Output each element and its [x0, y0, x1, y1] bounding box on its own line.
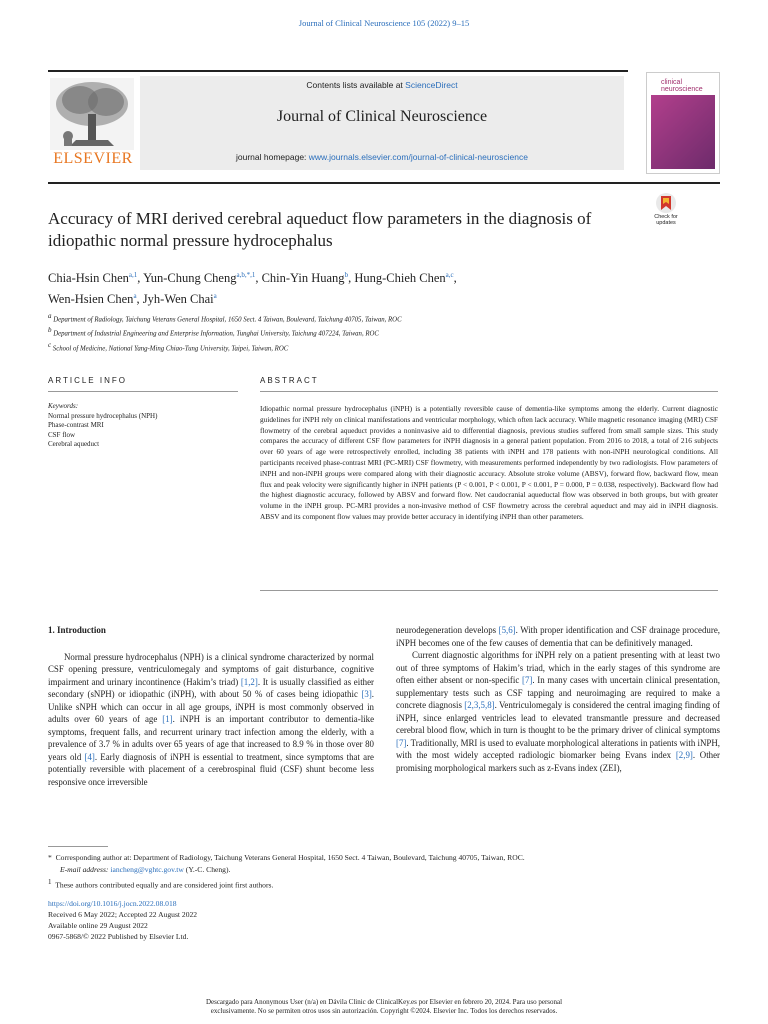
check-for-updates-label: Check for updates — [654, 214, 678, 226]
paragraph-text: . iNPH is an important contributor to dementia-like symptoms, frequent falls, and recurrent urinary tract infection among the elderly, with a prevalence of 3.7 % in adults over 65 years of age that increased to 8.9 % in those over 80 years old — [48, 714, 375, 762]
journal-cover-image[interactable] — [646, 72, 720, 174]
author-separator: , — [137, 271, 144, 286]
paragraph-text: Normal pressure hydrocephalus (NPH) is a clinical syndrome characterized by normal CSF opening pressure, ventriculomegaly and symptoms of gait disturbance, cognitive impairment and urinary incontinence (Hakim’s triad) — [48, 651, 374, 687]
cover-title: clinical neuroscience — [661, 79, 703, 93]
abstract-heading: ABSTRACT — [260, 376, 319, 385]
paragraph-text: . Unlike sNPH which can occur in all age groups, iNPH is most commonly observed in adults over 60 years of age — [48, 689, 374, 724]
paragraph-text: . Traditionally, MRI is used to evaluate morphological alterations in patients with iNPH, with the most widely accepted radiologic biomarker being Evans index — [396, 737, 720, 760]
author-name[interactable]: Jyh-Wen Chai — [142, 292, 214, 307]
citation-link[interactable]: [2,9] — [675, 750, 693, 760]
author-name[interactable]: Yun-Chung Cheng — [143, 271, 237, 286]
abstract-rule — [260, 391, 718, 392]
intro-heading: 1. Introduction — [48, 625, 106, 635]
author-affiliation-marker[interactable]: b — [344, 271, 349, 279]
right-column — [396, 624, 720, 774]
received-dates: Received 6 May 2022; Accepted 22 August 2022 — [48, 910, 198, 919]
paragraph-text: . Early diagnosis of iNPH is essential to treatment, since symptoms that are potentially reversible with placement of a cerebrospinal fluid (CSF) shunt become less responsive once irreversible — [48, 751, 374, 787]
keyword-item: Normal pressure hydrocephalus (NPH) — [48, 411, 158, 420]
email-link[interactable]: iancheng@vghtc.gov.tw — [110, 865, 184, 874]
running-head[interactable]: Journal of Clinical Neuroscience 105 (2022) 9–15 — [298, 18, 470, 28]
homepage-line — [140, 152, 624, 162]
author-affiliation-marker[interactable]: a,c — [445, 271, 454, 279]
footnote-rule — [48, 846, 108, 847]
paragraph-text: neurodegeneration develops — [396, 625, 499, 635]
journal-title: Journal of Clinical Neuroscience — [276, 108, 488, 125]
author-affiliation-marker[interactable]: a,b,*,1 — [236, 271, 256, 279]
footnotes — [48, 852, 720, 892]
left-column — [48, 624, 374, 788]
author-name[interactable]: Wen-Hsien Chen — [48, 292, 134, 307]
download-notice-line-2: exclusivamente. No se permiten otros usos sin autorización. Copyright ©2024. Elsevier Inc. Todos los derechos reservados. — [210, 1007, 558, 1015]
banner-bottom-rule — [48, 182, 720, 184]
paragraph-text: . Ventriculomegaly is considered the central imaging finding of iNPH, since enlarged ventricles lead to elevated transmantle pressure and decreased cerebral blood flow, which in turn is thought to be the primary driver of clinical symptoms — [396, 700, 720, 735]
elsevier-tree-logo-icon — [50, 78, 134, 150]
citation-link[interactable]: [7] — [396, 737, 407, 748]
citation-link[interactable]: [4] — [84, 751, 95, 762]
keywords-list — [48, 412, 228, 450]
article-info-rule — [48, 391, 238, 392]
keywords-block — [48, 402, 228, 450]
citation-link[interactable]: [7] — [522, 675, 533, 685]
paragraph-text: . Other promising morphological markers such as z-Evans index (ZEI), — [396, 750, 720, 773]
author-name[interactable]: Chin-Yin Huang — [261, 271, 345, 286]
homepage-prefix: journal homepage: — [236, 152, 309, 162]
author-separator: , — [348, 271, 355, 286]
online-date: Available online 29 August 2022 — [48, 921, 148, 930]
email-note: E-mail address: iancheng@vghtc.gov.tw (Y.-C. Cheng). — [60, 865, 231, 874]
citation-link[interactable]: [2,3,5,8] — [464, 700, 495, 710]
author-affiliation-marker[interactable]: a,1 — [128, 271, 138, 279]
article-info-heading: ARTICLE INFO — [48, 376, 127, 385]
affiliations — [48, 311, 648, 354]
author-separator: , — [453, 271, 457, 286]
author-affiliation-marker[interactable]: a — [133, 292, 137, 301]
cover-artwork — [651, 95, 715, 169]
author-separator: , — [255, 271, 262, 286]
sciencedirect-link[interactable]: ScienceDirect — [405, 80, 458, 90]
keyword-item: Phase-contrast MRI — [48, 421, 104, 430]
bookmark-icon — [646, 192, 686, 214]
affiliation-item: $^b$ Department of Industrial Engineering and Enterprise Information, Tunghai University, Taichung 407224, Taiwan, ROC — [48, 326, 379, 338]
abstract-text: Idiopathic normal pressure hydrocephalus (iNPH) is a potentially reversible cause of dementia-like symptoms among the elderly. Current diagnostic guidelines for iNPH rely on clinical manifestations and ventricular morphology, which often lack accuracy. While magnetic resonance imaging (MRI) CSF flowmetry of the cerebral aqueduct provides a noninvasive aid to differential diagnosis, previous studies suffered from small sample sizes. This study compares the accuracy of different CSF flow parameters for iNPH diagnosis in a general patient population. From 2016 to 2018, a total of 216 subjects over 60 years of age were retrospectively enrolled, including 38 patients with iNPH and 178 patients with non-iNPH neurological conditions. All participants received phase-contrast MRI (PC-MRI) CSF flowmetry, with measurements performed independently by two radiologists. Flow parameters of iNPH and non-iNPH groups were compared along with their diagnostic accuracy. Absolute stroke volume (ABSV), forward flow, backward flow, mean flux and peak velocity were significantly higher in iNPH patients (P < 0.001, P < 0.001, P < 0.001, P = 0.000, P = 0.038, respectively). Backward flow had the highest diagnostic accuracy, followed by ABSV and forward flow. Net caudocranial aqueductal flow was observed in both groups, but with greater volume in the iNPH group. PC-MRI provides a non-invasive method of CSF flowmetry across the cerebral aqueduct and may aid in iNPH diagnosis. ABSV and its component flow values may provide better accuracy in identifying iNPH than other parameters. — [260, 404, 718, 521]
intro-paragraph-1 — [48, 651, 374, 789]
contents-line — [140, 80, 624, 90]
author-list — [48, 266, 648, 308]
paragraph-text: . It is usually classified as either secondary (sNPH) or idiopathic (iNPH), with about 50 % of cases being idiopathic — [48, 676, 374, 699]
author-affiliation-marker[interactable]: a — [213, 292, 217, 301]
paragraph-text: . With proper identification and CSF drainage procedure, iNPH becomes one of the few causes of dementia that can be definitively managed. — [396, 625, 720, 648]
publication-info — [48, 898, 448, 942]
homepage-link[interactable]: www.journals.elsevier.com/journal-of-clinical-neuroscience — [308, 152, 528, 162]
affiliation-item: $^c$ School of Medicine, National Yang-Ming Chiao-Tung University, Taipei, Taiwan, ROC — [48, 340, 289, 352]
download-notice — [0, 998, 768, 1016]
abstract-bottom-rule — [260, 590, 718, 591]
check-for-updates-badge[interactable] — [646, 192, 686, 228]
citation-link[interactable]: [1] — [162, 714, 173, 724]
author-name[interactable]: Hung-Chieh Chen — [354, 271, 446, 286]
article-title: Accuracy of MRI derived cerebral aqueduct flow parameters in the diagnosis of idiopathic normal pressure hydrocephalus — [48, 209, 592, 250]
issn-copyright: 0967-5868/© 2022 Published by Elsevier Ltd. — [48, 932, 189, 941]
keyword-item: CSF flow — [48, 430, 76, 439]
paragraph-text: . In many cases with uncertain clinical presentation, supplementary tests such as CSF tapping and neuroimaging are required to make a concrete diagnosis — [396, 675, 720, 710]
author-separator: , — [136, 292, 143, 307]
citation-link[interactable]: [3] — [361, 689, 372, 699]
publisher-name: ELSEVIER — [53, 150, 133, 167]
download-notice-line-1: Descargado para Anonymous User (n/a) en Dávila Clinic de ClinicalKey.es por Elsevier en febrero 20, 2024. Para uso personal — [205, 998, 563, 1006]
keyword-item: Cerebral aqueduct — [48, 440, 100, 449]
citation-link[interactable]: [1,2] — [240, 676, 258, 687]
intro-paragraph-1-cont — [396, 624, 720, 649]
citation-link[interactable]: [5,6] — [498, 625, 516, 635]
keywords-label: Keywords: — [48, 402, 79, 410]
intro-paragraph-2 — [396, 649, 720, 774]
banner-top-rule — [48, 70, 628, 72]
contents-prefix: Contents lists available at — [306, 80, 406, 90]
doi-link[interactable]: https://doi.org/10.1016/j.jocn.2022.08.018 — [48, 899, 177, 908]
corresponding-author-note: * Corresponding author at: Department of Radiology, Taichung Veterans General Hospital, 1650 Sect. 4 Taiwan, Boulevard, Taichung 40705, Taiwan, ROC. — [48, 853, 525, 862]
affiliation-item: $^a$ Department of Radiology, Taichung Veterans General Hospital, 1650 Sect. 4 Taiwan, Boulevard, Taichung 40705, Taiwan, ROC — [48, 312, 402, 324]
author-name[interactable]: Chia-Hsin Chen — [48, 271, 129, 286]
paragraph-text: Current diagnostic algorithms for iNPH rely on a patient presenting with at least two out of three symptoms of Hakim’s triad, which in the early stages of this syndrome are often either absent or non-specific — [396, 650, 720, 685]
equal-contribution-note: $^1$ These authors contributed equally and are considered joint first authors. — [48, 878, 274, 890]
